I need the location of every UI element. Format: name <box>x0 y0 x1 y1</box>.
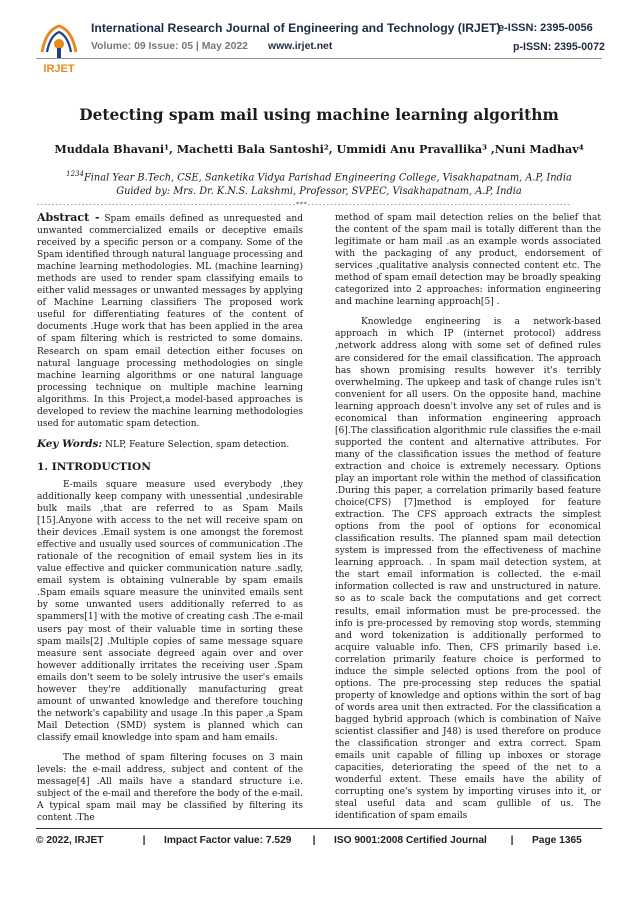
section-separator: ---------------------------------------------------------------------***---------------------------------------------------------------------- <box>36 200 571 208</box>
intro-paragraph-2: The method of spam filtering focuses on 3 main levels: the e-mail address, subject and content of the message[4] .All mails have a standard structure i.e. subject of the e-mail and therefore the body of the e-mail. A typical spam mail may be classified by filtering its content .The <box>37 752 303 824</box>
footer-impact-factor: Impact Factor value: 7.529 <box>164 835 292 846</box>
abstract <box>37 212 303 430</box>
footer-iso: ISO 9001:2008 Certified Journal <box>334 835 487 846</box>
keywords <box>37 438 303 451</box>
journal-name: International Research Journal of Engineering and Technology (IRJET) <box>91 21 501 35</box>
guide-line: Guided by: Mrs. Dr. K.N.S. Lakshmi, Professor, SVPEC, Visakhapatnam, A.P, India <box>116 186 522 197</box>
footer-page-number: Page 1365 <box>532 835 582 846</box>
p-issn: p-ISSN: 2395-0072 <box>513 41 605 53</box>
footer-divider-bar: | <box>312 835 316 846</box>
affiliation <box>0 170 638 183</box>
volume-issue: Volume: 09 Issue: 05 | May 2022 <box>91 41 248 52</box>
right-column <box>335 212 601 822</box>
paper-title: Detecting spam mail using machine learning algorithm <box>79 106 559 124</box>
affiliation-superscript: 1234 <box>66 170 84 178</box>
journal-website-link[interactable]: www.irjet.net <box>268 41 333 52</box>
e-issn: e-ISSN: 2395-0056 <box>498 22 593 34</box>
footer-divider-bar: | <box>510 835 514 846</box>
keywords-text: NLP, Feature Selection, spam detection. <box>105 439 290 450</box>
abstract-label: Abstract - <box>37 211 100 224</box>
intro-paragraph-3: Knowledge engineering is a network-based approach in which IP (internet protocol) address ,network address along with some set of defined rules are considered for the email classification. The approach has shown promising results however it's terribly overwhelming. The upkeep and task of change rules isn't convenient for all users. On the opposite hand, machine learning approach doesn't involve any set of rules and is economical than information engineering approach [6].The classification algorithmic rule classifies the e-mail supported the content and alternative attributes. For many of the classification issues the method of feature extraction and choice is extremely necessary. Options play an important role within the method of classification .During this paper, a correlation primarily based feature choice(CFS) [7]method is employed for feature extraction. The CFS approach extracts the simplest options from the pool of options for economical classification results. The planned spam mail detection system is impressed from the effectiveness of machine learning approach. . In spam mail detection system, at the start email information is collected. the e-mail information collected is raw and unstructured in nature. so as to scale back the computations and get correct results, email information must be pre-processed. the info is pre-processed by removing stop words, stemming and word tokenization is additionally performed to acquire valuable info. Then, CFS primarily based i.e. correlation primarily feature choice is performed to induce the simple selected options from the pool of options. The pre-processing step reduces the spatial property of knowledge and options within the sort of bag of words area unit then extracted. For the classification a bagged hybrid approach (which is combination of Naïve scientist classifier and J48) is used therefore on produce the classification stronger and extra correct. Spam emails unit capable of filling up inboxes or storage capacities, deteriorating the speed of the net to a wonderful extent. These emails have the ability of corrupting one's system by importing viruses into it, or steal useful data and scam gullible of us. The identification of spam emails <box>335 317 601 822</box>
svg-text:IRJET: IRJET <box>43 63 75 75</box>
footer-divider-bar: | <box>142 835 146 846</box>
footer-divider <box>36 828 602 829</box>
abstract-text: Spam emails defined as unrequested and unwanted commercialized emails or deceptive emails received by a specific person or a company. Some of the Spam identified through natural language processing and machine learning methodologies. ML (machine learning) methods are used to render spam classifying emails to either valid messages or unwanted messages by applying of Machine Learning classifiers The proposed work useful for differentiating features of the content of documents .Huge work that has been applied in the area of spam filtering which is restricted to some domains. Research on spam email detection either focuses on natural language processing methodologies on single machine learning algorithms or one natural language processing technique on multiple machine learning algorithms. In this Project,a model-based approaches is developed to review the machine learning methodologies used for automatic spam detection. <box>37 214 303 429</box>
header-divider <box>36 58 602 59</box>
footer-copyright: © 2022, IRJET <box>36 835 104 846</box>
intro-paragraph-2-continued: method of spam mail detection relies on the belief that the content of the spam mail is totally different than the legitimate or ham mail .as an example words associated with the packaging of any product, endorsement of services ,qualitative analysis connected content etc. The method of spam email detection may be broadly speaking categorized into 2 approaches: information engineering and machine learning approach[5] . <box>335 213 601 308</box>
irjet-logo <box>36 22 82 76</box>
affiliation-text: Final Year B.Tech, CSE, Sanketika Vidya Parishad Engineering College, Visakhapatnam, A.P, India <box>84 172 572 184</box>
author-list: Muddala Bhavani¹, Machetti Bala Santoshi², Ummidi Anu Pravallika³ ,Nuni Madhav⁴ <box>54 142 584 156</box>
keywords-label: Key Words: <box>37 437 103 450</box>
left-column <box>37 212 303 824</box>
intro-paragraph-1: E-mails square measure used everybody ,they additionally keep company with unessential ,undesirable bulk mails ,that are referred to as Spam Mails [15].Anyone with access to the net will receive spam on their devices .Email system is one amongst the foremost effective and usually used sources of communication .The rationale of the recognition of email system lies in its value effective and quicker communication nature .sadly, email system is obtaining vulnerable by spam emails .Spam emails square measure the uninvited emails sent by some unwanted users additionally referred to as spammers[1] with the motive of creating cash .The e-mail users pay most of their valuable time in sorting these spam mails[2] .Multiple copies of same message square measure sent associate degreed again over and over however additionally irritates the receiving user .Spam emails don't seem to be solely intrusive the user's emails however they're additionally manufacturing great amount of unwanted knowledge and therefore touching the network's capability and usage .In this paper ,a Spam Mail Detection (SMD) system is planned which can classify email knowledge into spam and ham emails. <box>37 479 303 743</box>
section-heading-introduction: 1. INTRODUCTION <box>37 460 151 473</box>
page-footer <box>36 835 602 846</box>
